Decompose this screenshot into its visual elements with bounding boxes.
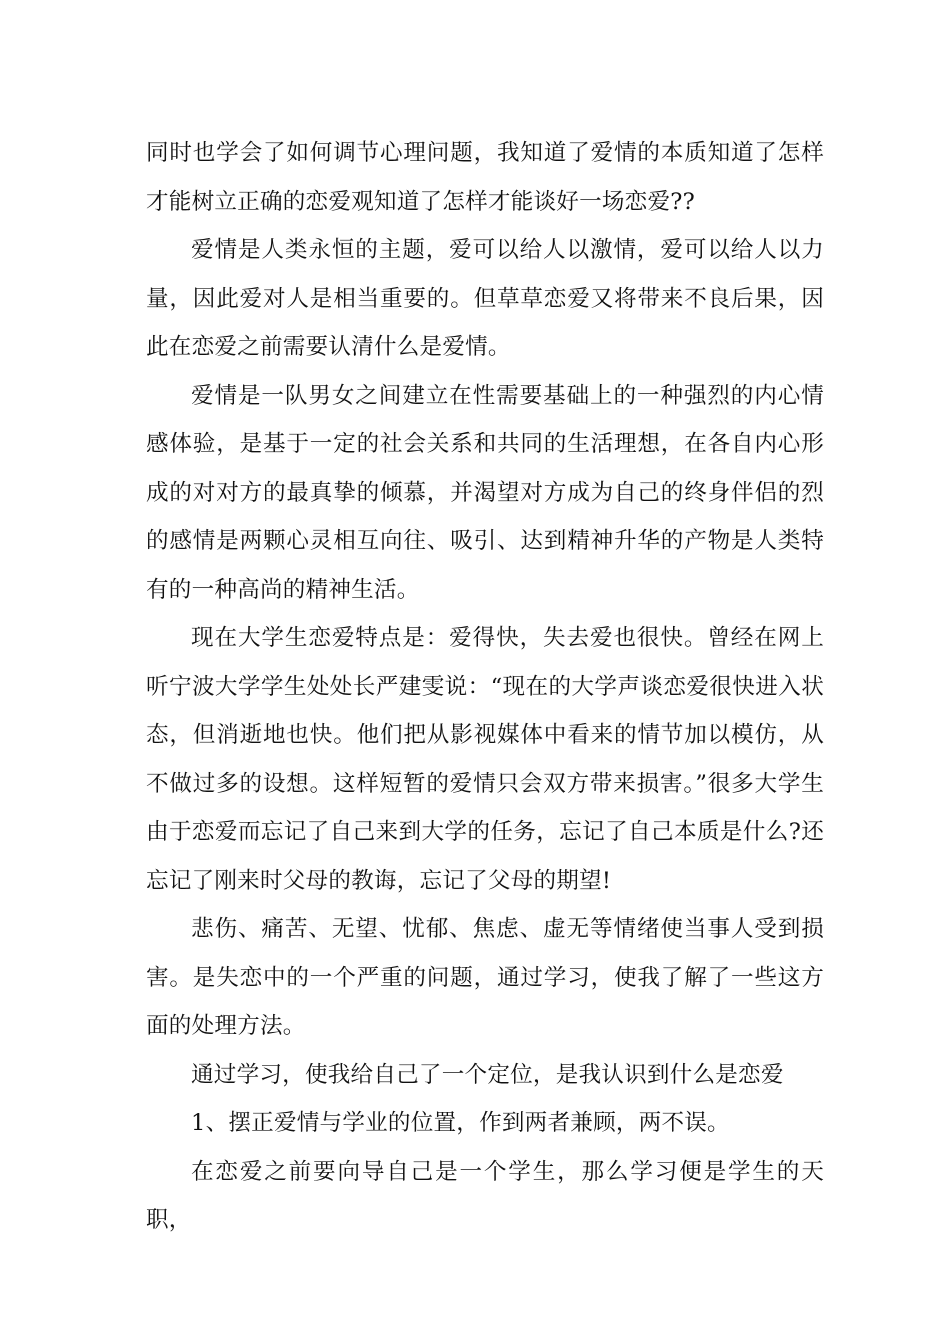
paragraph-4: 现在大学生恋爱特点是：爱得快，失去爱也很快。曾经在网上听宁波大学学生处处长严建雯说：“现在的大学声谈恋爱很快进入状态，但消逝地也快。他们把从影视媒体中看来的情节加以模仿，从不做过多的设想。这样短暂的爱情只会双方带来损害。”很多大学生由于恋爱而忘记了自己来到大学的任务，忘记了自己本质是什么?还忘记了刚来时父母的教诲，忘记了父母的期望! [146, 625, 824, 894]
paragraph-1: 同时也学会了如何调节心理问题，我知道了爱情的本质知道了怎样才能树立正确的恋爱观知道了怎样才能谈好一场恋爱?? [146, 140, 824, 215]
paragraph-3: 爱情是一队男女之间建立在性需要基础上的一种强烈的内心情感体验，是基于一定的社会关系和共同的生活理想，在各自内心形成的对对方的最真挚的倾慕，并渴望对方成为自己的终身伴侣的烈的感情是两颗心灵相互向往、吸引、达到精神升华的产物是人类特有的一种高尚的精神生活。 [146, 382, 824, 603]
paragraph-2: 爱情是人类永恒的主题，爱可以给人以激情，爱可以给人以力量，因此爱对人是相当重要的。但草草恋爱又将带来不良后果，因此在恋爱之前需要认清什么是爱情。 [146, 237, 824, 360]
paragraph-8: 在恋爱之前要向导自己是一个学生，那么学习便是学生的天职， [146, 1158, 824, 1233]
paragraph-5: 悲伤、痛苦、无望、忧郁、焦虑、虚无等情绪使当事人受到损害。是失恋中的一个严重的问题，通过学习，使我了解了一些这方面的处理方法。 [146, 916, 824, 1039]
paragraph-7: 1、摆正爱情与学业的位置，作到两者兼顾，两不误。 [191, 1110, 730, 1136]
document-body [146, 129, 824, 1245]
paragraph-6: 通过学习，使我给自己了一个定位，是我认识到什么是恋爱 [191, 1061, 784, 1088]
